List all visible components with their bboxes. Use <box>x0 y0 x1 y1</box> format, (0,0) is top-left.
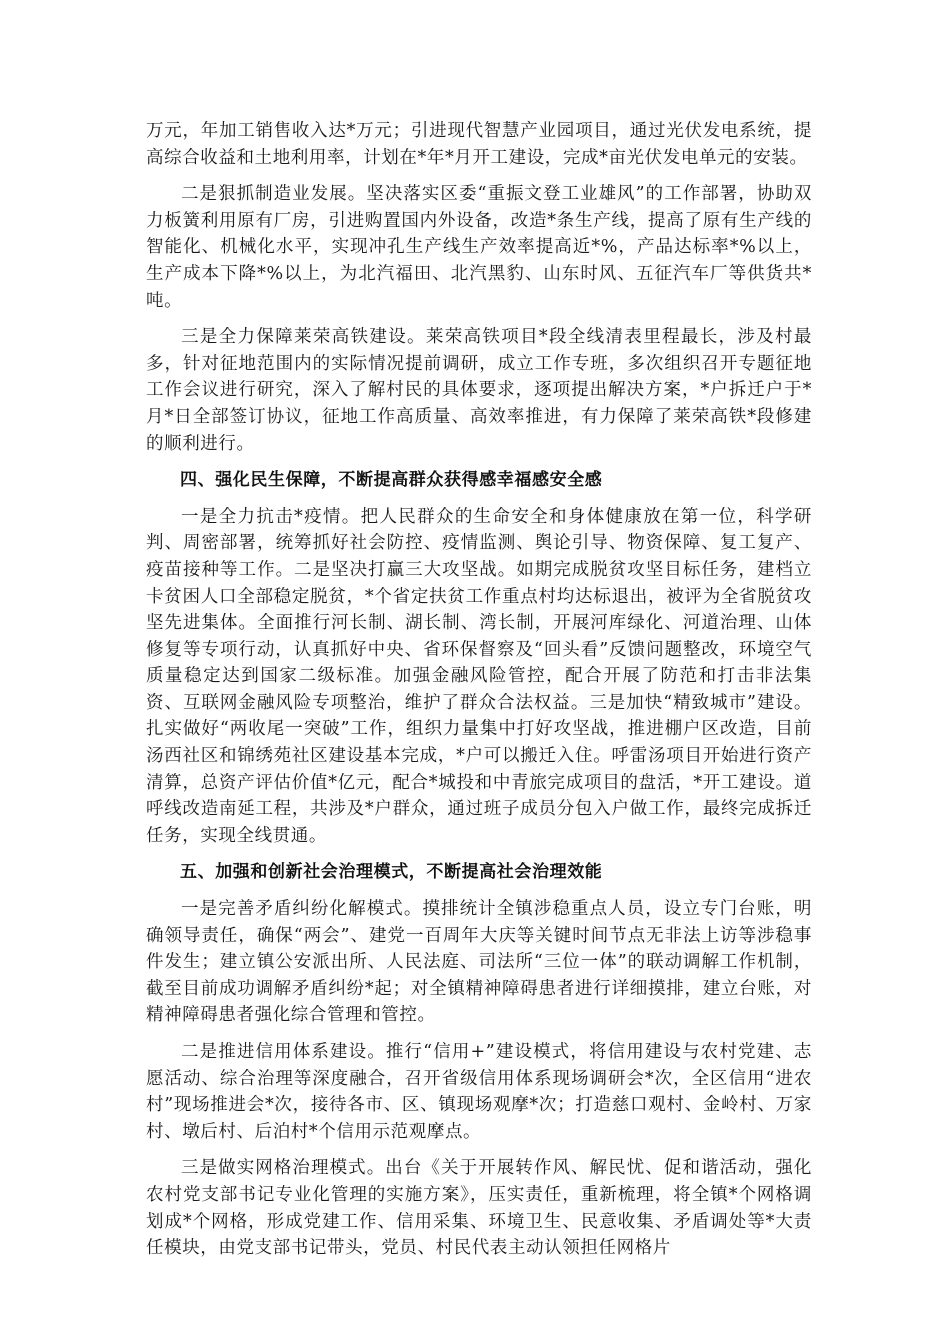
paragraph-manufacturing: 二是狠抓制造业发展。坚决落实区委“重振文登工业雄风”的工作部署，协助双力板簧利用原有厂房，引进购置国内外设备，改造*条生产线，提高了原有生产线的智能化、机械化水平，实现冲孔生产线生产效率提高近*%，产品达标率*%以上，生产成本下降*%以上，为北汽福田、北汽黑豹、山东时风、五征汽车厂等供货共*吨。 <box>146 184 812 311</box>
paragraph-continuation: 万元，年加工销售收入达*万元；引进现代智慧产业园项目，通过光伏发电系统，提高综合收益和土地利用率，计划在*年*月开工建设，完成*亩光伏发电单元的安装。 <box>146 121 812 168</box>
paragraph-railway: 三是全力保障莱荣高铁建设。莱荣高铁项目*段全线清表里程最长，涉及村最多，针对征地范围内的实际情况提前调研，成立工作专班，多次组织召开专题征地工作会议进行研究，深入了解村民的具体要求，逐项提出解决方案，*户拆迁户于*月*日全部签订协议，征地工作高质量、高效率推进，有力保障了莱荣高铁*段修建的顺利进行。 <box>146 327 812 454</box>
paragraph-grid-governance: 三是做实网格治理模式。出台《关于开展转作风、解民忧、促和谐活动，强化农村党支部书记专业化管理的实施方案》，压实责任，重新梳理，将全镇*个网格调划成*个网格，形成党建工作、信用采集、环境卫生、民意收集、矛盾调处等*大责任模块，由党支部书记带头，党员、村民代表主动认领担任网格片 <box>146 1158 812 1259</box>
paragraph-dispute-resolution: 一是完善矛盾纠纷化解模式。摸排统计全镇涉稳重点人员，设立专门台账，明确领导责任，确保“两会”、建党一百周年大庆等关键时间节点无非法上访等涉稳事件发生；建立镇公安派出所、人民法庭、司法所“三位一体”的联动调解工作机制，截至目前成功调解矛盾纠纷*起；对全镇精神障碍患者进行详细摸排，建立台账，对精神障碍患者强化综合管理和管控。 <box>146 899 812 1026</box>
section-heading-five: 五、加强和创新社会治理模式，不断提高社会治理效能 <box>180 862 603 883</box>
section-heading-four: 四、强化民生保障，不断提高群众获得感幸福感安全感 <box>180 470 603 491</box>
paragraph-livelihood: 一是全力抗击*疫情。把人民群众的生命安全和身体健康放在第一位，科学研判、周密部署，统筹抓好社会防控、疫情监测、舆论引导、物资保障、复工复产、疫苗接种等工作。二是坚决打赢三大攻坚战。如期完成脱贫攻坚目标任务，建档立卡贫困人口全部稳定脱贫，*个省定扶贫工作重点村均达标退出，被评为全省脱贫攻坚先进集体。全面推行河长制、湖长制、湾长制，开展河库绿化、河道治理、山体修复等专项行动，认真抓好中央、省环保督察及“回头看”反馈问题整改，环境空气质量稳定达到国家二级标准。加强金融风险管控，配合开展了防范和打击非法集资、互联网金融风险专项整治，维护了群众合法权益。三是加快“精致城市”建设。扎实做好“两收尾一突破”工作，组织力量集中打好攻坚战，推进棚户区改造，目前汤西社区和锦绣苑社区建设基本完成，*户可以搬迁入住。呼雷汤项目开始进行资产清算，总资产评估价值*亿元，配合*城投和中青旅完成项目的盘活，*开工建设。道呼线改造南延工程，共涉及*户群众，通过班子成员分包入户做工作，最终完成拆迁任务，实现全线贯通。 <box>146 506 812 846</box>
paragraph-credit-system: 二是推进信用体系建设。推行“信用+”建设模式，将信用建设与农村党建、志愿活动、综合治理等深度融合，召开省级信用体系现场调研会*次，全区信用“进农村”现场推进会*次，接待各市、区、镇现场观摩*次；打造慈口观村、金岭村、万家村、墩后村、后泊村*个信用示范观摩点。 <box>146 1042 812 1142</box>
document-page <box>146 118 812 1262</box>
